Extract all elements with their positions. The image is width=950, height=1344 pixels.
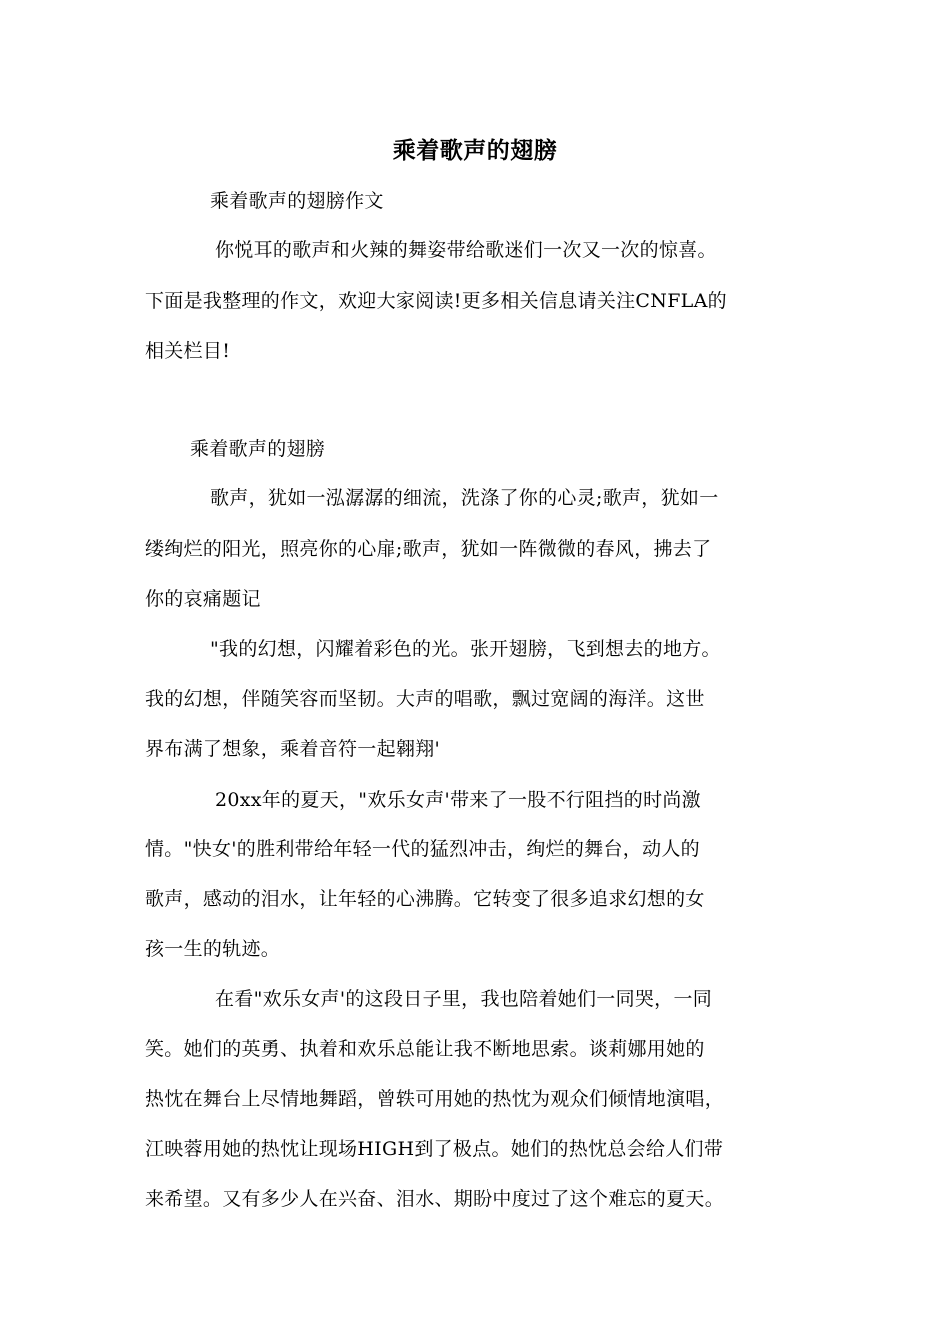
intro-line-3: 相关栏目! xyxy=(145,340,231,362)
para3-line-4: 孩一生的轨迹。 xyxy=(145,938,281,960)
para4-line-5: 来希望。又有多少人在兴奋、泪水、期盼中度过了这个难忘的夏天。 xyxy=(145,1188,725,1210)
para2-line-2: 我的幻想，伴随笑容而坚韧。大声的唱歌，飘过宽阔的海洋。这世 xyxy=(145,688,705,710)
intro-line-1: 你悦耳的歌声和火辣的舞姿带给歌迷们一次又一次的惊喜。 xyxy=(215,239,717,261)
para4-line-1: 在看"欢乐女声'的这段日子里，我也陪着她们一同哭，一同 xyxy=(215,988,713,1010)
para1-line-1: 歌声，犹如一泓潺潺的细流，洗涤了你的心灵;歌声，犹如一 xyxy=(210,487,719,509)
para4-line-3: 热忱在舞台上尽情地舞蹈，曾轶可用她的热忱为观众们倾情地演唱， xyxy=(145,1088,725,1110)
essay-heading: 乘着歌声的翅膀 xyxy=(190,438,326,460)
document-title: 乘着歌声的翅膀 xyxy=(392,137,558,164)
para4-line-4: 江映蓉用她的热忱让现场HIGH到了极点。她们的热忱总会给人们带 xyxy=(145,1138,724,1160)
para1-line-3: 你的哀痛题记 xyxy=(145,588,261,610)
para3-line-3: 歌声，感动的泪水，让年轻的心沸腾。它转变了很多追求幻想的女 xyxy=(145,888,705,910)
para2-line-1: "我的幻想，闪耀着彩色的光。张开翅膀，飞到想去的地方。 xyxy=(210,638,721,660)
para4-line-2: 笑。她们的英勇、执着和欢乐总能让我不断地思索。谈莉娜用她的 xyxy=(145,1038,705,1060)
document-subtitle: 乘着歌声的翅膀作文 xyxy=(210,190,384,212)
para1-line-2: 缕绚烂的阳光，照亮你的心扉;歌声，犹如一阵微微的春风，拂去了 xyxy=(145,538,712,560)
intro-line-2: 下面是我整理的作文，欢迎大家阅读!更多相关信息请关注CNFLA的 xyxy=(145,290,727,312)
para3-line-2: 情。"快女'的胜利带给年轻一代的猛烈冲击，绚烂的舞台，动人的 xyxy=(145,838,700,860)
para2-line-3: 界布满了想象，乘着音符一起翱翔' xyxy=(145,738,441,760)
para3-line-1: 20xx年的夏天，"欢乐女声'带来了一股不行阻挡的时尚激 xyxy=(215,789,701,811)
